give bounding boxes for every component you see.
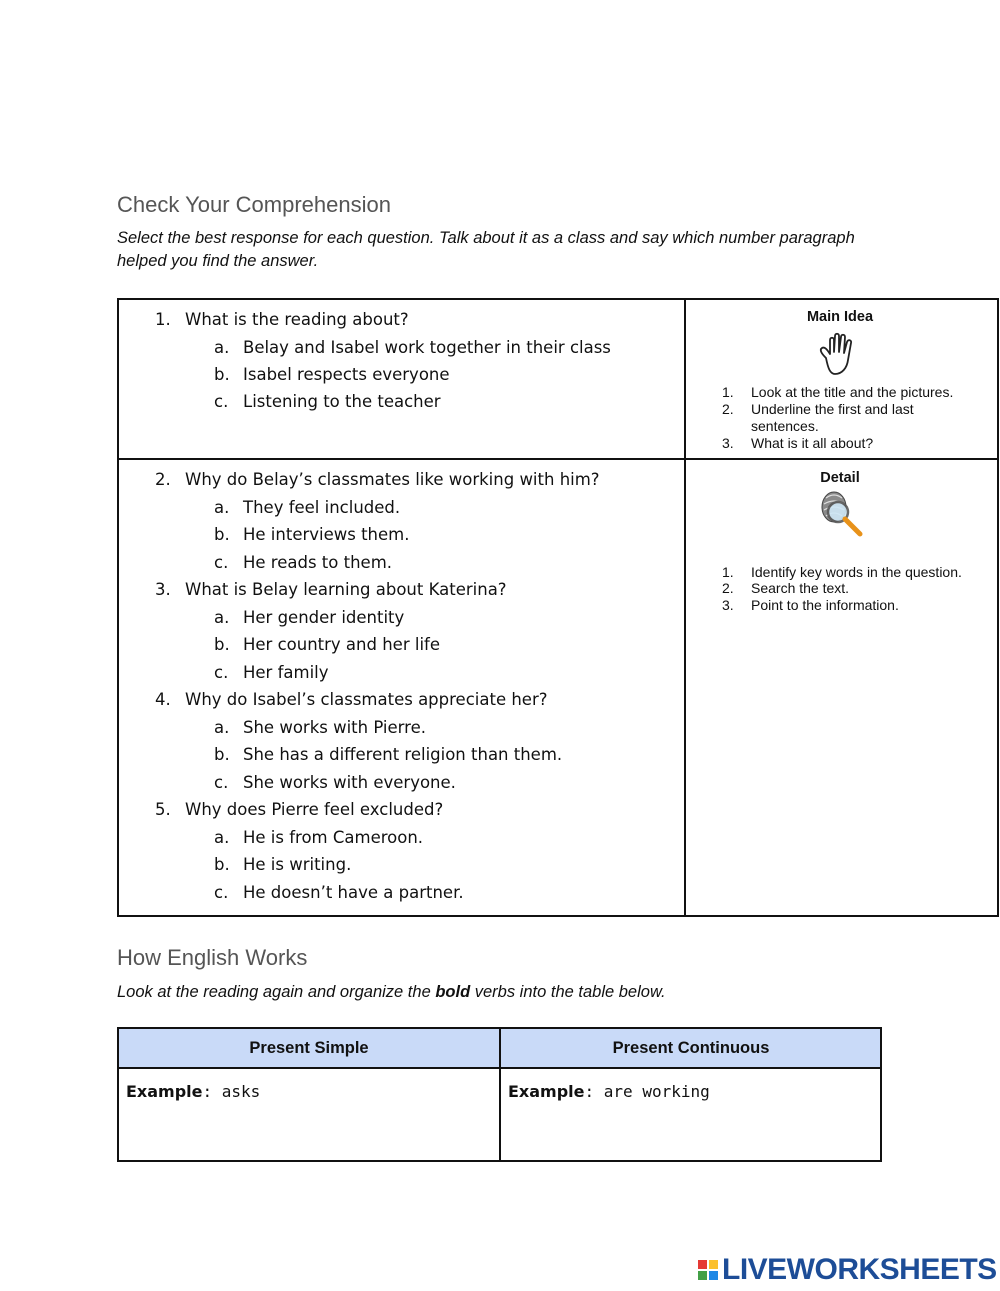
column-header-present-simple: Present Simple	[249, 1039, 369, 1057]
english-instructions: Look at the reading again and organize the bold verbs into the table below.	[117, 983, 666, 1001]
table-divider	[684, 298, 686, 917]
liveworksheets-logo[interactable]	[698, 1252, 997, 1288]
example-present-simple[interactable]: Example: asks	[126, 1082, 261, 1101]
magnifier-icon	[812, 490, 868, 544]
column-header-present-continuous: Present Continuous	[612, 1039, 770, 1057]
verb-table	[117, 1027, 882, 1162]
table-divider	[117, 458, 999, 460]
logo-mark-icon	[698, 1260, 718, 1280]
main-idea-title: Main Idea	[806, 309, 874, 325]
detail-title: Detail	[820, 470, 860, 486]
comprehension-instructions: Select the best response for each question. Talk about it as a class and say which number paragraph helped you find the answer.	[117, 229, 855, 270]
hand-icon	[816, 332, 864, 378]
example-present-continuous[interactable]: Example: are working	[508, 1082, 710, 1101]
section-heading-english: How English Works	[117, 945, 308, 970]
section-heading-comprehension: Check Your Comprehension	[117, 192, 391, 217]
logo-text: LIVEWORKSHEETS	[722, 1253, 997, 1286]
